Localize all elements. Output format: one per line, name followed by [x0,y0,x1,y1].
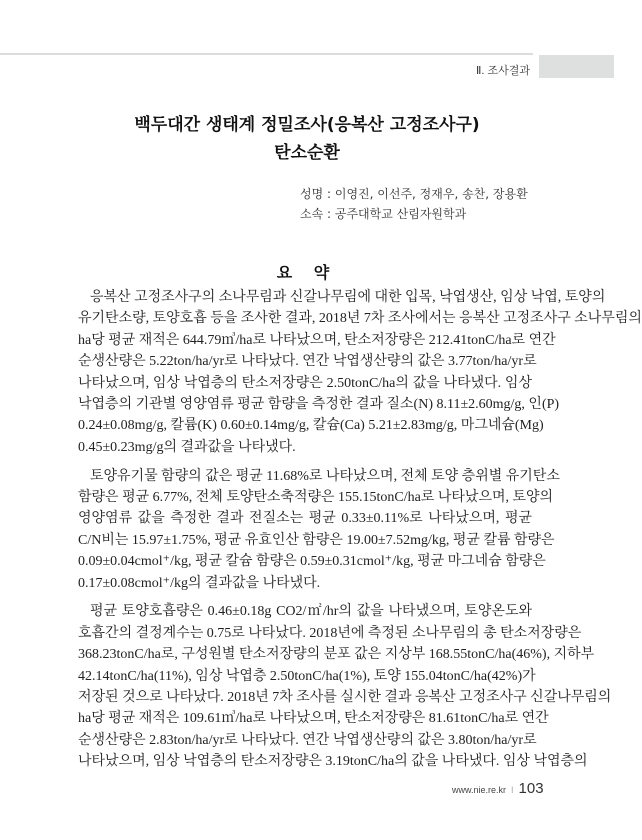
footer-url[interactable]: www.nie.re.kr [452,785,507,795]
text-line: 저장된 것으로 나타났다. 2018년 7차 조사를 실시한 결과 응복산 고정조사구 신갈나무림의 [78,690,612,706]
text-line: 0.17±0.08cmol⁺/kg의 결과값을 나타냈다. [78,575,321,591]
text-line: 나타났으며, 임상 낙엽층의 탄소저장량은 2.50tonC/ha의 값을 나타냈다. 임상 [78,375,532,391]
paragraph [78,601,612,772]
text-line: ha당 평균 재적은 109.61㎥/ha로 나타났으며, 탄소저장량은 81.61tonC/ha로 연간 [78,711,549,727]
text-line: 42.14tonC/ha(11%), 임상 낙엽층 2.50tonC/ha(1%), 토양 155.04tonC/ha(42%)가 [78,668,536,684]
text-line: 368.23tonC/ha로, 구성원별 탄소저장량의 분포 값은 지상부 168.55tonC/ha(46%), 지하부 [78,647,595,663]
text-line: 응복산 고정조사구의 소나무림과 신갈나무림에 대한 입목, 낙엽생산, 임상 낙엽, 토양의 [90,290,606,305]
affiliation: 소속 : 공주대학교 산림자원학과 [300,207,467,221]
authors: 성명 : 이영진, 이선주, 정재우, 송찬, 장용환 [300,187,528,201]
page-title-line2: 탄소순환 [274,143,340,163]
text-line: C/N비는 15.97±1.75%, 평균 유효인산 함량은 19.00±7.52mg/kg, 평균 칼륨 함량은 [78,532,555,548]
text-line: 유기탄소량, 토양호흡 등을 조사한 결과, 2018년 7차 조사에서는 응복산 고정조사구 소나무림의 [78,311,642,327]
section-tab-marker [539,55,614,78]
summary-body [78,287,642,780]
text-line: 순생산량은 5.22ton/ha/yr로 나타났다. 연간 낙엽생산량의 값은 3.77ton/ha/yr로 [78,354,537,370]
text-line: 평균 토양호흡량은 0.46±0.18g CO2/㎡/hr의 값을 나타냈으며, 토양온도와 [90,604,532,620]
text-line: 토양유기물 함량의 값은 평균 11.68%로 나타났으며, 전체 토양 층위별 유기탄소 [90,468,560,484]
text-line: 영양염류 값을 측정한 결과 전질소는 평균 0.33±0.11%로 나타났으며, 평균 [78,511,532,527]
text-line: 나타났으며, 임상 낙엽층의 탄소저장량은 3.19tonC/ha의 값을 나타냈다. 임상 낙엽층의 [78,754,588,770]
page-number: 103 [518,780,544,797]
text-line: 0.45±0.23mg/g의 결과값을 나타냈다. [78,439,296,455]
footer-separator: I [511,785,514,795]
header-rule [0,53,533,55]
summary-heading: 요 약 [276,263,338,282]
paragraph [78,287,642,458]
section-label: Ⅱ. 조사결과 [475,65,530,77]
text-line: 함량은 평균 6.77%, 전체 토양탄소축적량은 155.15tonC/ha로 나타났으며, 토양의 [78,490,554,506]
text-line: 순생산량은 2.83ton/ha/yr로 나타났다. 연간 낙엽생산량의 값은 3.80ton/ha/yr로 [78,732,537,748]
paragraph [78,466,560,594]
text-line: 0.24±0.08mg/g, 칼륨(K) 0.60±0.14mg/g, 칼슘(Ca) 5.21±2.83mg/g, 마그네슘(Mg) [78,418,544,434]
page-title-line1: 백두대간 생태계 정밀조사(응복산 고정조사구) [134,115,480,135]
page-footer [452,780,544,798]
text-line: 0.09±0.04cmol⁺/kg, 평균 칼슘 함량은 0.59±0.31cmol⁺/kg, 평균 마그네슘 함량은 [78,554,546,570]
text-line: ha당 평균 재적은 644.79㎥/ha로 나타났으며, 탄소저장량은 212.41tonC/ha로 연간 [78,332,556,348]
text-line: 호흡간의 결정계수는 0.75로 나타났다. 2018년에 측정된 소나무림의 총 탄소저장량은 [78,625,582,641]
text-line: 낙엽층의 기관별 영양염류 평균 함량을 측정한 결과 질소(N) 8.11±2.60mg/g, 인(P) [78,396,560,412]
